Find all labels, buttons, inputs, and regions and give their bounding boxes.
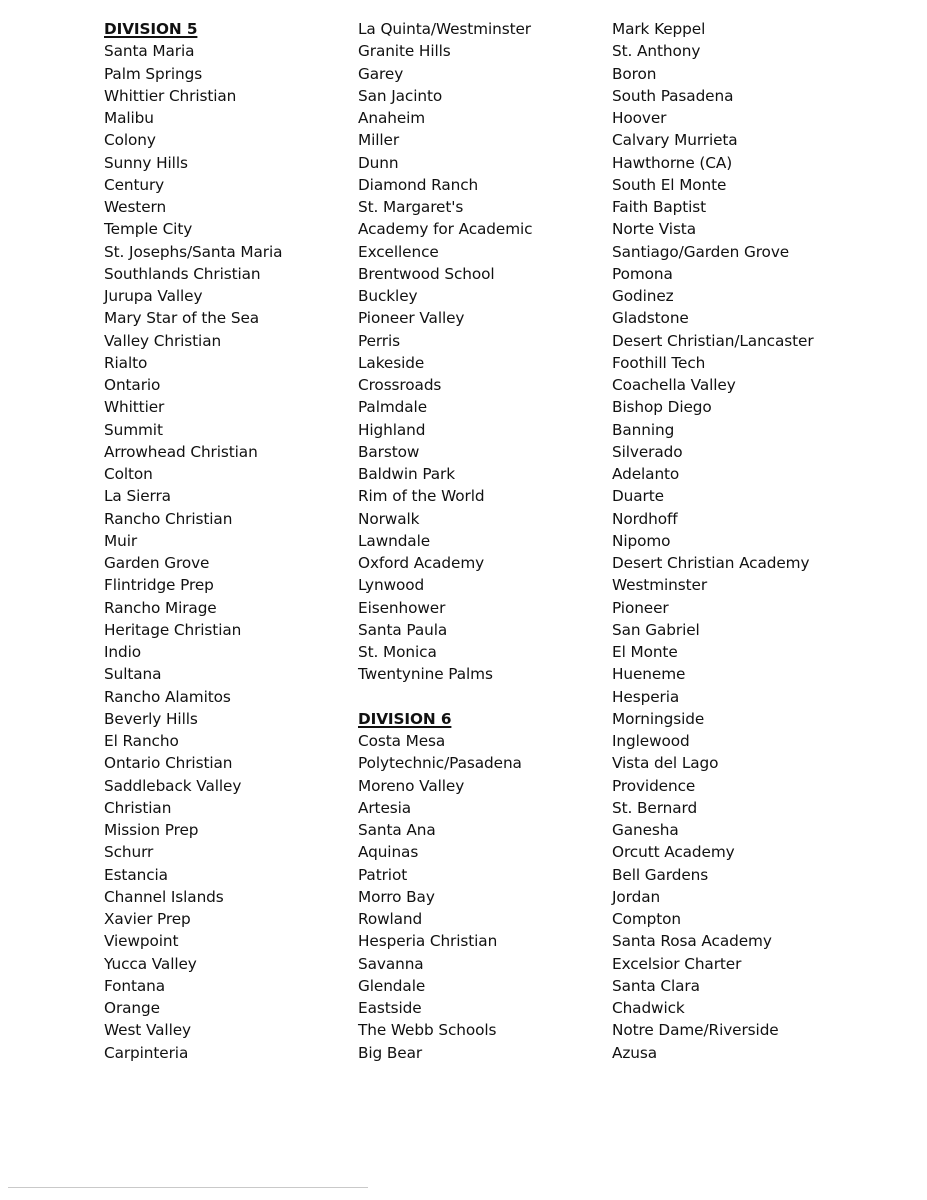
school-name: Valley Christian bbox=[104, 331, 222, 350]
school-name: Channel Islands bbox=[104, 887, 224, 906]
school-name: Artesia bbox=[358, 798, 412, 817]
school-name: Eastside bbox=[358, 999, 422, 1017]
school-name: Bell Gardens bbox=[612, 865, 709, 884]
school-name: West Valley bbox=[104, 1021, 191, 1040]
school-name: Temple City bbox=[104, 220, 193, 239]
school-name: Palm Springs bbox=[104, 64, 203, 83]
school-name: St. Josephs/Santa Maria bbox=[104, 242, 283, 261]
school-name: Foothill Tech bbox=[612, 353, 706, 372]
school-name: Century bbox=[104, 175, 165, 194]
school-name: Oxford Academy bbox=[358, 554, 485, 572]
school-name: Notre Dame/Riverside bbox=[612, 1021, 779, 1040]
school-name: Miller bbox=[358, 131, 400, 150]
school-name: Malibu bbox=[104, 109, 154, 127]
school-name: St. Anthony bbox=[612, 42, 701, 61]
school-name: Highland bbox=[358, 420, 426, 439]
school-name: Compton bbox=[612, 910, 682, 928]
school-name: Ganesha bbox=[612, 821, 679, 839]
school-name: Sunny Hills bbox=[104, 153, 188, 172]
school-name: Indio bbox=[104, 643, 142, 661]
school-name: La Quinta/Westminster bbox=[358, 20, 531, 38]
school-name: Mark Keppel bbox=[612, 20, 706, 38]
school-name: San Jacinto bbox=[358, 86, 443, 105]
school-name: Whittier Christian bbox=[104, 86, 237, 105]
school-name: Estancia bbox=[104, 865, 168, 884]
school-name: Nordhoff bbox=[612, 509, 678, 528]
school-name: Barstow bbox=[358, 442, 420, 461]
school-name: Pioneer bbox=[612, 598, 669, 617]
school-name: Rancho Christian bbox=[104, 509, 233, 528]
school-name: St. Bernard bbox=[612, 798, 698, 817]
school-name: Rialto bbox=[104, 353, 148, 372]
school-name: Orcutt Academy bbox=[612, 843, 735, 862]
school-name: Jurupa Valley bbox=[104, 287, 203, 305]
school-name: Banning bbox=[612, 420, 675, 439]
school-list-column-3 bbox=[612, 18, 912, 1064]
school-name: Moreno Valley bbox=[358, 776, 465, 795]
school-name: Bishop Diego bbox=[612, 398, 712, 417]
school-name: Crossroads bbox=[358, 376, 442, 394]
school-name: Baldwin Park bbox=[358, 465, 456, 483]
school-name: Mission Prep bbox=[104, 821, 199, 839]
school-name: Godinez bbox=[612, 287, 674, 305]
school-name: Santa Paula bbox=[358, 620, 448, 639]
school-name: Xavier Prep bbox=[104, 910, 191, 928]
school-name: Pioneer Valley bbox=[358, 309, 465, 328]
school-name: Rancho Mirage bbox=[104, 598, 217, 617]
school-name: Santa Clara bbox=[612, 976, 700, 995]
school-name: Hoover bbox=[612, 109, 667, 127]
school-name: South El Monte bbox=[612, 175, 727, 194]
school-name: Providence bbox=[612, 776, 696, 795]
school-name: Desert Christian Academy bbox=[612, 554, 810, 572]
school-name: Granite Hills bbox=[358, 42, 451, 61]
school-name: Hawthorne (CA) bbox=[612, 153, 733, 172]
school-name: Twentynine Palms bbox=[358, 665, 493, 684]
school-name: Beverly Hills bbox=[104, 709, 198, 728]
school-name: Western bbox=[104, 198, 167, 216]
school-list-column-2 bbox=[358, 18, 603, 1064]
division-heading: DIVISION 5 bbox=[104, 20, 198, 38]
school-name: Carpinteria bbox=[104, 1043, 189, 1062]
school-name: Duarte bbox=[612, 487, 664, 506]
school-name: Rancho Alamitos bbox=[104, 687, 231, 706]
school-name: Big Bear bbox=[358, 1043, 423, 1062]
school-name: Lakeside bbox=[358, 353, 425, 372]
school-name: South Pasadena bbox=[612, 86, 734, 105]
school-name: Colony bbox=[104, 131, 156, 150]
school-name: Santa Maria bbox=[104, 42, 195, 61]
school-name: Brentwood School bbox=[358, 264, 495, 283]
school-name: Eisenhower bbox=[358, 598, 446, 617]
school-name: El Rancho bbox=[104, 732, 179, 750]
school-name: Hueneme bbox=[612, 665, 686, 684]
school-name: Norwalk bbox=[358, 509, 420, 528]
school-name: Morningside bbox=[612, 709, 705, 728]
school-name: Fontana bbox=[104, 976, 166, 995]
school-name: Nipomo bbox=[612, 531, 671, 550]
school-name: Lawndale bbox=[358, 531, 431, 550]
school-name: Palmdale bbox=[358, 398, 428, 417]
school-name: Boron bbox=[612, 64, 657, 83]
school-name: Perris bbox=[358, 331, 401, 350]
school-name: Dunn bbox=[358, 153, 399, 172]
school-name: Muir bbox=[104, 531, 138, 550]
school-list-column-1 bbox=[104, 18, 344, 1064]
school-name: Sultana bbox=[104, 665, 162, 684]
school-name: Heritage Christian bbox=[104, 620, 242, 639]
school-name: Polytechnic/Pasadena bbox=[358, 754, 522, 773]
school-name: Hesperia Christian bbox=[358, 932, 498, 951]
school-name: Flintridge Prep bbox=[104, 576, 214, 595]
school-name: Diamond Ranch bbox=[358, 175, 479, 194]
school-name: Silverado bbox=[612, 442, 683, 461]
school-name: Adelanto bbox=[612, 465, 680, 483]
school-name: Vista del Lago bbox=[612, 754, 719, 773]
school-name: Jordan bbox=[612, 887, 661, 906]
school-name: Santa Ana bbox=[358, 821, 436, 839]
school-name: Mary Star of the Sea bbox=[104, 309, 260, 328]
school-name: Costa Mesa bbox=[358, 732, 446, 750]
school-name: Academy for Academic bbox=[358, 220, 533, 239]
school-name: Excellence bbox=[358, 242, 439, 261]
school-name: Desert Christian/Lancaster bbox=[612, 331, 814, 350]
school-name: Savanna bbox=[358, 954, 424, 973]
school-name: Azusa bbox=[612, 1043, 658, 1062]
school-name: St. Margaret's bbox=[358, 198, 464, 216]
school-name: Excelsior Charter bbox=[612, 954, 742, 973]
school-name: Ontario Christian bbox=[104, 754, 233, 773]
school-name: Chadwick bbox=[612, 999, 685, 1017]
school-name: Aquinas bbox=[358, 843, 419, 862]
school-name: Schurr bbox=[104, 843, 154, 862]
school-name: Inglewood bbox=[612, 732, 690, 750]
school-name: San Gabriel bbox=[612, 620, 700, 639]
spacer-line bbox=[358, 686, 603, 708]
school-name: Gladstone bbox=[612, 309, 689, 328]
school-name: Orange bbox=[104, 999, 160, 1017]
school-name: La Sierra bbox=[104, 487, 171, 506]
school-name: Ontario bbox=[104, 376, 161, 394]
school-name: Coachella Valley bbox=[612, 376, 736, 394]
school-name: Colton bbox=[104, 465, 153, 483]
school-name: Pomona bbox=[612, 264, 673, 283]
school-name: Saddleback Valley bbox=[104, 776, 242, 795]
school-name: Lynwood bbox=[358, 576, 425, 595]
scan-edge-line bbox=[8, 1187, 368, 1188]
school-name: Buckley bbox=[358, 287, 418, 305]
school-name: Faith Baptist bbox=[612, 198, 707, 216]
school-name: Christian bbox=[104, 798, 172, 817]
school-name: Rowland bbox=[358, 910, 423, 928]
school-name: Santa Rosa Academy bbox=[612, 932, 772, 951]
school-name: St. Monica bbox=[358, 643, 437, 661]
school-name: Garey bbox=[358, 64, 404, 83]
school-name: Arrowhead Christian bbox=[104, 442, 258, 461]
school-name: Morro Bay bbox=[358, 887, 435, 906]
school-name: Viewpoint bbox=[104, 932, 179, 951]
school-name: Santiago/Garden Grove bbox=[612, 242, 790, 261]
school-name: Garden Grove bbox=[104, 554, 210, 572]
school-name: Calvary Murrieta bbox=[612, 131, 738, 150]
school-name: Summit bbox=[104, 420, 163, 439]
school-name: El Monte bbox=[612, 643, 678, 661]
school-name: Westminster bbox=[612, 576, 708, 595]
school-name: Patriot bbox=[358, 865, 408, 884]
school-name: The Webb Schools bbox=[358, 1021, 497, 1040]
school-name: Southlands Christian bbox=[104, 264, 261, 283]
school-name: Whittier bbox=[104, 398, 165, 417]
school-name: Norte Vista bbox=[612, 220, 696, 239]
school-name: Yucca Valley bbox=[104, 954, 197, 973]
school-name: Anaheim bbox=[358, 109, 426, 127]
division-heading: DIVISION 6 bbox=[358, 709, 452, 728]
school-name: Rim of the World bbox=[358, 487, 485, 506]
school-name: Glendale bbox=[358, 976, 426, 995]
school-name: Hesperia bbox=[612, 687, 680, 706]
